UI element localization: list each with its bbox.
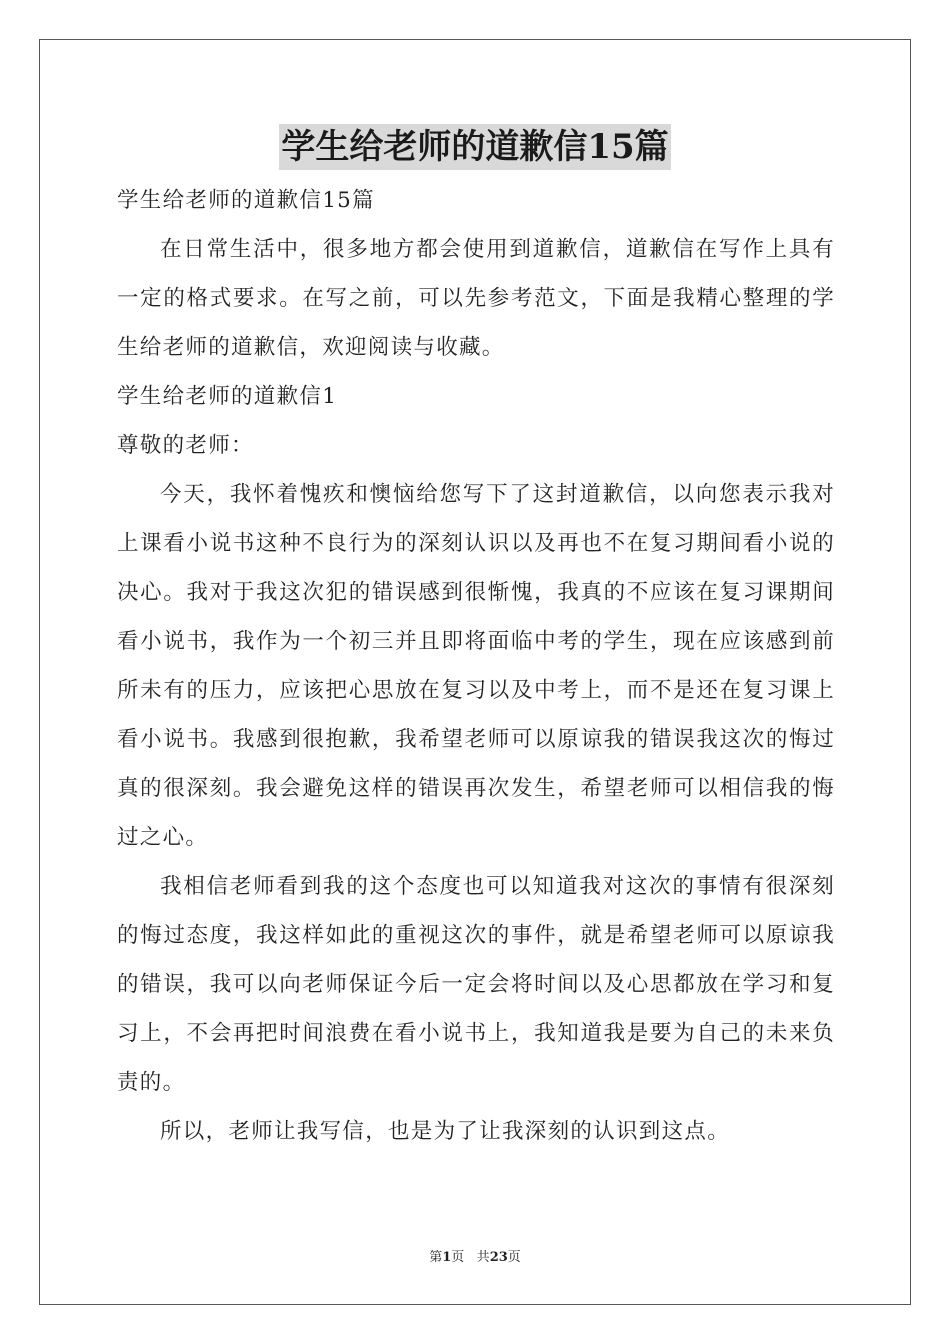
body-paragraph: 我相信老师看到我的这个态度也可以知道我对这次的事情有很深刻的悔过态度，我这样如此的重视这次的事件，就是希望老师可以原谅我的错误，我可以向老师保证今后一定会将时间以及心思都放在学习和复习上，不会再把时间浪费在看小说书上，我知道我是要为自己的未来负责的。 bbox=[117, 874, 835, 1095]
page-suffix: 页 bbox=[451, 1250, 465, 1265]
document-subtitle: 学生给老师的道歉信15篇 bbox=[117, 188, 375, 213]
document-body bbox=[117, 176, 835, 1156]
intro-paragraph: 在日常生活中，很多地方都会使用到道歉信，道歉信在写作上具有一定的格式要求。在写之前，可以先参考范文，下面是我精心整理的学生给老师的道歉信，欢迎阅读与收藏。 bbox=[117, 237, 835, 360]
page-prefix: 第 bbox=[429, 1250, 443, 1265]
document-title: 学生给老师的道歉信15篇 bbox=[279, 124, 670, 170]
page-number: 1 bbox=[442, 1250, 452, 1265]
total-suffix: 页 bbox=[507, 1250, 521, 1265]
section-heading: 学生给老师的道歉信1 bbox=[117, 384, 338, 409]
page-footer bbox=[0, 1246, 950, 1265]
body-paragraph: 所以，老师让我写信，也是为了让我深刻的认识到这点。 bbox=[160, 1119, 731, 1144]
total-prefix: 共 bbox=[476, 1250, 490, 1265]
total-pages: 23 bbox=[489, 1250, 508, 1265]
title-container bbox=[0, 124, 950, 170]
body-paragraph: 今天，我怀着愧疚和懊恼给您写下了这封道歉信，以向您表示我对上课看小说书这种不良行为的深刻认识以及再也不在复习期间看小说的决心。我对于我这次犯的错误感到很惭愧，我真的不应该在复习课期间看小说书，我作为一个初三并且即将面临中考的学生，现在应该感到前所未有的压力，应该把心思放在复习以及中考上，而不是还在复习课上看小说书。我感到很抱歉，我希望老师可以原谅我的错误我这次的悔过真的很深刻。我会避免这样的错误再次发生，希望老师可以相信我的悔过之心。 bbox=[117, 482, 835, 850]
salutation: 尊敬的老师： bbox=[117, 433, 254, 458]
